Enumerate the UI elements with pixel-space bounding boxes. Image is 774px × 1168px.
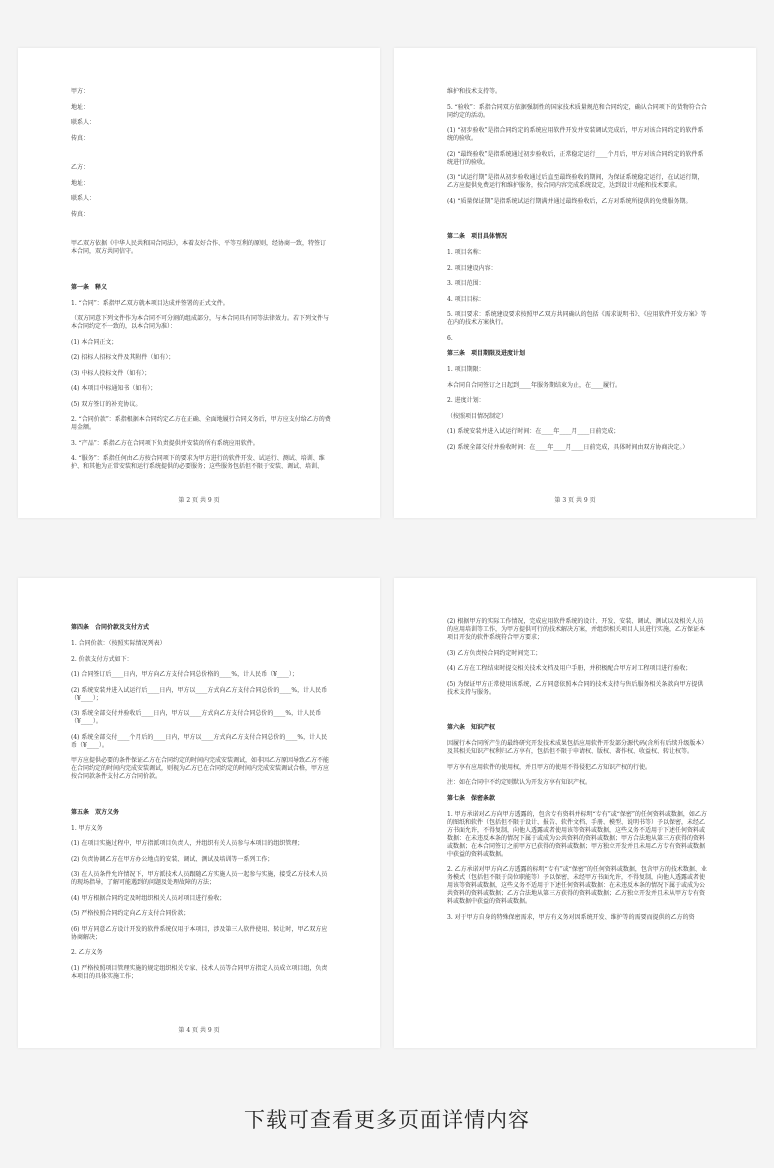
section-heading: 第六条 知识产权 (447, 724, 496, 731)
text-line: 2. 乙方义务 (71, 949, 103, 956)
spacer (71, 150, 331, 164)
text-line: 3. 项目范围： (447, 280, 485, 287)
text-line: 4. 项目目标： (447, 295, 485, 303)
text-line: 联系人： (71, 119, 96, 126)
text-line: (3) 中标人投标文件（如有）； (71, 369, 151, 377)
text-line: (3) 乙方负责按合同约定时间完工； (447, 649, 542, 657)
page-footer: 第 2 页 共 9 页 (178, 497, 220, 504)
text-line: (5) 为保证甲方正常使用该系统，乙方同意依照本合同的技术支持与售后服务相关条款向甲方提供技术支持与服务。 (447, 680, 704, 696)
text-line: 1. 甲方义务 (71, 824, 103, 832)
download-banner-text[interactable]: 下载可查看更多页面详情内容 (244, 1108, 530, 1132)
text-line: (6) 甲方同意乙方设计开发的软件系统仅用于本项目，涉及第三人软件使用、转让时，甲乙双方应协商解决； (71, 925, 328, 941)
text-line: (1) 本合同正文； (71, 338, 118, 346)
page-content (447, 88, 707, 459)
text-line: 1. 甲方承诺对乙方向甲方透露的，包含专有资料并标明“专有”或“保密”的任何资料或数据，如乙方的图纸和软件（包括但不限于设计、报告、软件文档、手册、模型、说明书等）予以保密，未经乙方书面允许，不得复制，向他人透露或者使用该等资料或数据，这些义务不适用于下述任何资料或数据：在未违反本条的情况下属于或成为公共资料的资料或数据；甲方合法地从第三方获得的资料或数据；在本合同签订之前甲方已获得的资料或数据；甲方独立开发并且未用乙方专有资料或数据中获益的资料或数据。 (447, 810, 707, 858)
document-page-3 (394, 48, 756, 518)
page-footer: 第 4 页 共 9 页 (178, 1027, 220, 1034)
text-line: (1) 系统安装并进入试运行时间：在____年____月____日前完成； (447, 428, 620, 435)
text-line: (4) 系统全部交付____个月后的____日内，甲方以____方式向乙方支付合同总价的____%，计人民币（¥____）。 (71, 733, 328, 749)
text-line: 本合同自合同签订之日起到____年服务期结束为止，在____履行。 (447, 381, 622, 389)
document-page-5 (394, 578, 756, 1048)
text-line: 3. “产品”：系指乙方在合同项下负责提供并安装的所有系统应用软件。 (71, 439, 259, 447)
text-line: （双方同意下列文件作为本合同不可分割的组成部分，与本合同具有同等法律效力。若下列文件与本合同约定不一致的，以本合同为准）： (71, 315, 330, 330)
text-line: 甲方应提供必要的条件保证乙方在合同约定的时间内完成安装调试，如非因乙方原因导致乙方不能在合同约定的时间内完成安装调试，则视为乙方已在合同约定的时间内完成安装调试合格，甲方应按合同款条件支付乙方合同价款。 (71, 757, 330, 780)
text-line: (1) 严格按照项目管理实施的规定组织相关专家、技术人员等合同甲方指定人员成立项目组，负责本项目的具体实施工作； (71, 964, 328, 980)
text-line: （按照项目情况制定） (447, 412, 508, 420)
text-line: 1. “合同”：系指甲乙双方就本项目达成并签署的正式文件。 (71, 299, 229, 307)
text-line: 2. 项目建设内容： (447, 264, 497, 272)
text-line: (4) 甲方根据合同约定及时组织相关人员对项目进行验收； (71, 894, 226, 902)
text-line: 5. “验收”：系指合同双方依据强制性的国家技术质量规范和合同约定，确认合同项下的货物符合合同约定的活动。 (447, 103, 707, 119)
text-line: 甲乙双方依据《中华人民共和国合同法》，本着友好合作、平等互利的原则，经协商一致，特签订本合同，双方共同信守。 (71, 240, 327, 255)
text-line: (1) 合同签订后____日内，甲方向乙方支付合同总价格的____%，计人民币（¥____）； (71, 671, 298, 678)
section-heading: 第五条 双方义务 (71, 808, 120, 816)
text-line: (5) 严格按照合同约定向乙方支付合同价款； (71, 910, 190, 917)
spacer (71, 226, 331, 240)
text-line: 4. “服务”：系指任何由乙方按合同项下的要求为甲方进行的软件开发、试运行、测试、培训、维护、和其他为正常安装和运行系统提供的必要服务；这些服务包括但不限于安装、调试、培训、 (71, 455, 325, 470)
text-line: (5) 双方签订的补充协议。 (71, 400, 142, 408)
text-line: (2) 根据甲方的实际工作情况，完成应用软件系统的设计、开发、安装、调试、测试以及相关人员的应用培训等工作，为甲方提供可行的技术解决方案，并组织相关项目人员进行实施，乙方保证本项目开发的软件系统符合甲方要求； (447, 618, 706, 641)
document-page-2 (18, 48, 380, 518)
text-line: 因履行本合同所产生的最终研究开发技术成果包括应用软件开发部分源代码(含所有后续升级版本）及其相关知识产权利归乙方享有，包括但不限于申请权、版权、著作权、收益权、转让权等。 (447, 740, 705, 755)
text-line: 2. 乙方承诺对甲方向乙方透露的标明“专有”或“保密”的任何资料或数据，包含甲方的技术数据、业务模式（包括但不限于岗位职能等）予以保密，未经甲方书面允许，不得复制，向他人透露或者使用该等资料或数据，这些义务不适用于下述任何资料或数据：在未违反本条的情况下属于或成为公共资料的资料或数据；乙方合法地从第三方获得的资料或数据；乙方独立开发并且未从甲方专有资料或数据中获益的资料或数据。 (447, 866, 707, 905)
page-content (71, 618, 331, 988)
text-line: (2) 招标人招标文件及其附件（如有）； (71, 354, 175, 361)
text-line: 维护和技术支持等。 (447, 88, 502, 95)
text-line: (2) “最终验收”是指系统通过初步验收后，正常稳定运行____个月后，甲方对该合同约定的软件系统进行的验收。 (447, 150, 704, 166)
text-line: (3) 在人员条件允许情况下，甲方派技术人员跟随乙方实施人员一起参与实施，接受乙方技术人员的现场指导，了解可能遇到的问题及处理故障的方法； (71, 871, 328, 886)
text-line: (4) 本项目中标通知书（如有）； (71, 385, 157, 392)
text-line: 甲方： (71, 88, 90, 95)
text-line: 5. 项目要求：系统建设要求按照甲乙双方共同确认的包括《需求说明书》、《应用软件开发方案》等在内的技术方案执行。 (447, 311, 707, 326)
text-line: (2) 负责协调乙方在甲方办公地点的安装、调试、测试及培训等一系列工作； (71, 855, 274, 863)
text-line: 6. (447, 334, 453, 342)
text-line: (2) 系统安装并进入试运行后____日内，甲方以____方式向乙方支付合同总价的____%，计人民币（¥____）； (71, 686, 328, 702)
text-line: 1. 项目名称： (447, 249, 485, 256)
text-line: (1) “初步验收”是指合同约定的系统应用软件开发并安装调试完成后，甲方对该合同约定的软件系统的验收。 (447, 127, 704, 142)
section-heading: 第七条 保密条款 (447, 794, 496, 802)
section-heading: 第二条 项目具体情况 (447, 233, 508, 240)
spacer (71, 789, 331, 803)
section-heading: 第一条 释义 (71, 283, 108, 291)
text-line: 1. 项目期限： (447, 366, 485, 373)
section-heading: 第四条 合同价款及支付方式 (71, 624, 150, 631)
text-line: 传真： (71, 134, 90, 142)
text-line: 3. 对于甲方自身的特殊保密需求，甲方有义务对因系统开发、维护等的需要而提供的乙方的资 (447, 913, 695, 921)
text-line: 2. 价款支付方式如下： (71, 655, 133, 663)
section-heading: 第三条 项目期限及进度计划 (447, 350, 526, 357)
text-line: (4) “质量保证期”是指系统试运行期满并通过最终验收后，乙方对系统所提供的免费服务期。 (447, 197, 692, 205)
text-line: (2) 系统全部交付并验收时间：在____年____月____日前完成，具体时间由双方协商决定。） (447, 443, 689, 451)
spacer (447, 213, 707, 227)
text-line: 注：如在合同中不约定则默认为开发方享有知识产权。 (447, 779, 592, 786)
text-line: (3) 系统全部交付并验收后____日内，甲方以____方式向乙方支付合同总价的____%，计人民币（¥____）。 (71, 710, 322, 725)
text-line: (4) 乙方在工程结束时提交相关技术文档及用户手册，并积极配合甲方对工程项目进行验收； (447, 665, 692, 672)
page-content (447, 618, 707, 929)
text-line: 联系人： (71, 195, 96, 202)
text-line: 乙方： (71, 164, 90, 171)
text-line: 地址： (71, 103, 90, 111)
text-line: (1) 在项目实施过程中，甲方指派项目负责人，并组织有关人员参与本项目的组织管理； (71, 840, 304, 847)
spacer (447, 704, 707, 718)
text-line: 2. “合同价款”：系指根据本合同约定乙方在正确、全面地履行合同义务后，甲方应支付给乙方的费用金额。 (71, 416, 331, 431)
text-line: 传真： (71, 210, 90, 218)
text-line: 2. 进度计划： (447, 397, 485, 404)
page-footer: 第 3 页 共 9 页 (554, 497, 596, 504)
text-line: (3) “试运行期”是指从初步验收通过后直至最终验收的期间，为保证系统稳定运行，在试运行期，乙方应提供免费运行和维护服务，按合同内容完成系统设定，达到设计功能和技术要求。 (447, 174, 704, 189)
text-line: 甲方享有应用软件的使用权，并且甲方的使用不得侵犯乙方知识产权的行使。 (447, 763, 652, 771)
spacer (71, 264, 331, 278)
text-line: 1. 合同价款：（按照实际情况列表） (71, 640, 166, 647)
page-content (71, 88, 331, 479)
document-page-4 (18, 578, 380, 1048)
text-line: 地址： (71, 179, 90, 187)
